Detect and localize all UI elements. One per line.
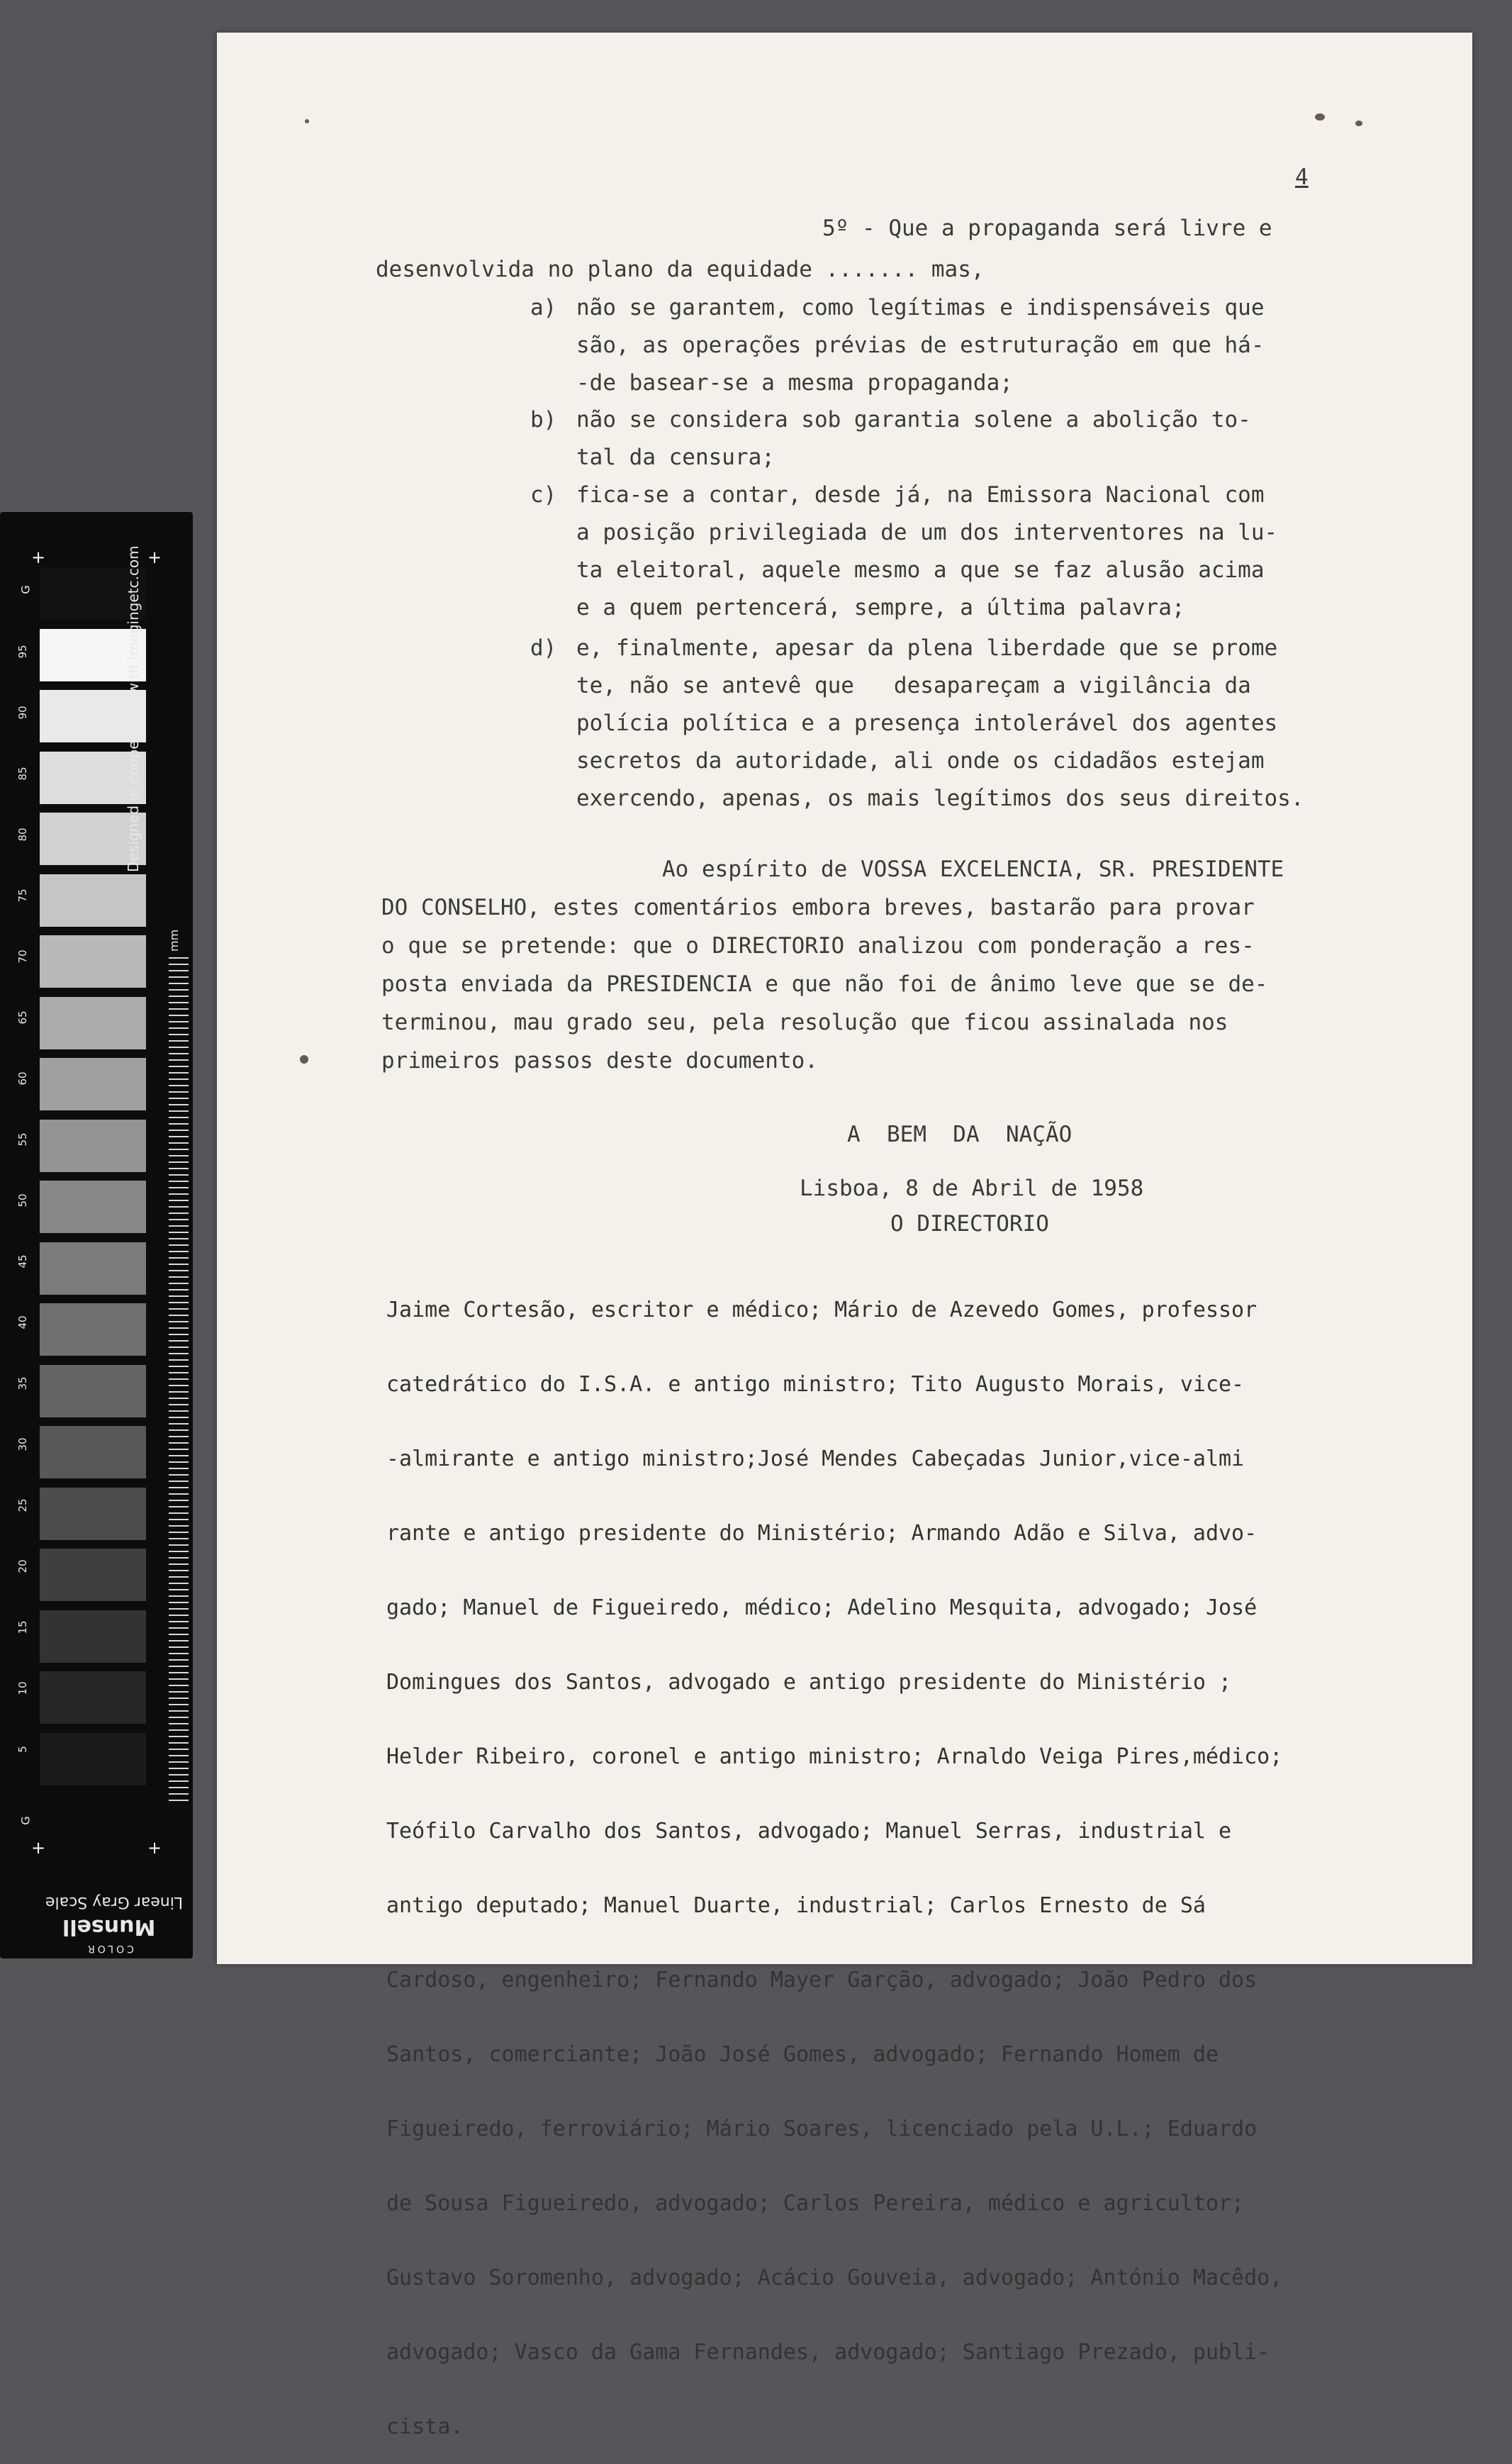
signatory-line: Domingues dos Santos, advogado e antigo presidente do Ministério ; [386, 1670, 1232, 1695]
gray-patch [40, 874, 146, 927]
item-c-line: ta eleitoral, aquele mesmo a que se faz alusão acima [576, 557, 1265, 583]
signatory-line: Helder Ribeiro, coronel e antigo ministro; Arnaldo Veiga Pires,médico; [386, 1744, 1283, 1769]
gray-patch [40, 1365, 146, 1417]
signatory-line: Gustavo Soromenho, advogado; Acácio Gouveia, advogado; António Macêdo, [386, 2265, 1283, 2290]
card-brand-sub-text: COLOR [85, 1943, 134, 1954]
signatory-line: rante e antigo presidente do Ministério; Armando Adão e Silva, advo- [386, 1521, 1258, 1546]
closing-line: posta enviada da PRESIDENCIA e que não foi de ânimo leve que se de- [381, 971, 1268, 997]
item-b-line: tal da censura; [576, 445, 775, 470]
gray-number: 30 [16, 1437, 29, 1451]
gray-number: 90 [16, 706, 29, 720]
gray-number: 50 [16, 1193, 29, 1208]
signatory-line: de Sousa Figueiredo, advogado; Carlos Pereira, médico e agricultor; [386, 2191, 1245, 2216]
closing-line: Ao espírito de VOSSA EXCELENCIA, SR. PRESIDENTE [662, 857, 1284, 882]
item-d-line: secretos da autoridade, ali onde os cidadãos estejam [576, 748, 1265, 774]
item-d-line: polícia política e a presença intolerável dos agentes [576, 710, 1278, 736]
signatory-line: catedrático do I.S.A. e antigo ministro; Tito Augusto Morais, vice- [386, 1372, 1245, 1397]
plus-mark: + [31, 1838, 46, 1858]
item-c-label: c) [530, 482, 557, 508]
point5-intro: 5º - Que a propaganda será livre e [822, 216, 1272, 241]
signatory-line: gado; Manuel de Figueiredo, médico; Adelino Mesquita, advogado; José [386, 1595, 1258, 1620]
item-c-line: a posição privilegiada de um dos interventores na lu- [576, 520, 1278, 545]
gray-number: 75 [16, 888, 29, 903]
signatory-line: cista. [386, 2414, 464, 2439]
closing-line: DO CONSELHO, estes comentários embora breves, bastarão para provar [381, 895, 1255, 920]
gray-patch [40, 935, 146, 988]
plus-mark: + [147, 1838, 162, 1858]
item-a-line: são, as operações prévias de estruturação em que há- [576, 333, 1265, 358]
gray-number: 65 [16, 1010, 29, 1025]
gray-number: 80 [16, 827, 29, 842]
signatory-line: Santos, comerciante; João José Gomes, advogado; Fernando Homem de [386, 2042, 1219, 2067]
gray-patch [40, 1120, 146, 1172]
gray-patch [40, 997, 146, 1049]
card-credit-text: Designed in cooperation with imagingetc.com [125, 545, 142, 872]
gray-patch [40, 1610, 146, 1663]
signatory-line: Cardoso, engenheiro; Fernando Mayer Garção, advogado; João Pedro dos [386, 1968, 1258, 1992]
item-a-label: a) [530, 295, 557, 320]
plus-mark: + [147, 547, 162, 567]
gray-top-label: G [18, 585, 33, 594]
gray-number: 10 [16, 1681, 29, 1695]
closing-line: terminou, mau grado seu, pela resolução que ficou assinalada nos [381, 1010, 1228, 1035]
gray-number: 15 [16, 1620, 29, 1634]
gray-patch [40, 1058, 146, 1110]
item-a-line: não se garantem, como legítimas e indispensáveis que [576, 295, 1265, 320]
gray-patch [40, 1549, 146, 1601]
paper-mark [1315, 113, 1325, 121]
place-date: Lisboa, 8 de Abril de 1958 [800, 1176, 1144, 1201]
paper-mark [1355, 121, 1362, 126]
gray-patch [40, 1671, 146, 1724]
gray-patch [40, 1488, 146, 1540]
item-b-label: b) [530, 407, 557, 433]
gray-number: 55 [16, 1132, 29, 1147]
gray-patch [40, 1181, 146, 1233]
motto: A BEM DA NAÇÃO [847, 1122, 1073, 1147]
gray-number: 35 [16, 1376, 29, 1390]
item-b-line: não se considera sob garantia solene a abolição to- [576, 407, 1251, 433]
signatory-line: Figueiredo, ferroviário; Mário Soares, licenciado pela U.L.; Eduardo [386, 2117, 1258, 2141]
item-c-line: fica-se a contar, desde já, na Emissora Nacional com [576, 482, 1265, 508]
page-number: 4 [1295, 165, 1309, 190]
signatory-group: O DIRECTORIO [890, 1211, 1049, 1237]
point5-continuation: desenvolvida no plano da equidade ....... mas, [376, 257, 985, 282]
gray-patch [40, 1303, 146, 1356]
gray-number: 25 [16, 1498, 29, 1512]
signatory-line: antigo deputado; Manuel Duarte, industrial; Carlos Ernesto de Sá [386, 1893, 1206, 1918]
plus-mark: + [31, 547, 46, 567]
paper-mark [300, 1055, 308, 1064]
signatory-line: Teófilo Carvalho dos Santos, advogado; Manuel Serras, industrial e [386, 1819, 1232, 1844]
gray-number: 45 [16, 1254, 29, 1269]
closing-line: o que se pretende: que o DIRECTORIO analizou com ponderação a res- [381, 933, 1255, 959]
item-d-line: exercendo, apenas, os mais legítimos dos seus direitos. [576, 786, 1304, 811]
signatory-line: advogado; Vasco da Gama Fernandes, advogado; Santiago Prezado, publi- [386, 2340, 1270, 2365]
signatories-list [386, 1248, 1379, 2464]
paper-mark [305, 119, 309, 123]
gray-bottom-label: G [18, 1816, 33, 1825]
gray-patch [40, 1733, 146, 1785]
gray-patch [40, 1242, 146, 1295]
gray-patch [40, 1426, 146, 1478]
card-unit-text: mm [167, 929, 181, 952]
item-a-line: -de basear-se a mesma propaganda; [576, 370, 1013, 396]
gray-number: 40 [16, 1315, 29, 1329]
gray-number: 85 [16, 766, 29, 781]
gray-number: 95 [16, 645, 29, 659]
gray-number: 70 [16, 949, 29, 964]
gray-number: 20 [16, 1559, 29, 1573]
item-d-line: e, finalmente, apesar da plena liberdade que se prome [576, 635, 1278, 661]
item-c-line: e a quem pertencerá, sempre, a última palavra; [576, 595, 1185, 620]
card-brand-text: Munsell [62, 1914, 156, 1939]
item-d-label: d) [530, 635, 557, 661]
signatory-line: Jaime Cortesão, escritor e médico; Mário de Azevedo Gomes, professor [386, 1298, 1258, 1322]
closing-line: primeiros passos deste documento. [381, 1048, 818, 1074]
gray-number: 5 [16, 1746, 29, 1753]
card-title-text: Linear Gray Scale [45, 1893, 184, 1911]
mm-ruler [169, 957, 189, 1801]
item-d-line: te, não se antevê que desapareçam a vigilância da [576, 673, 1251, 698]
signatory-line: -almirante e antigo ministro;José Mendes Cabeçadas Junior,vice-almi [386, 1446, 1245, 1471]
gray-number: 60 [16, 1071, 29, 1086]
